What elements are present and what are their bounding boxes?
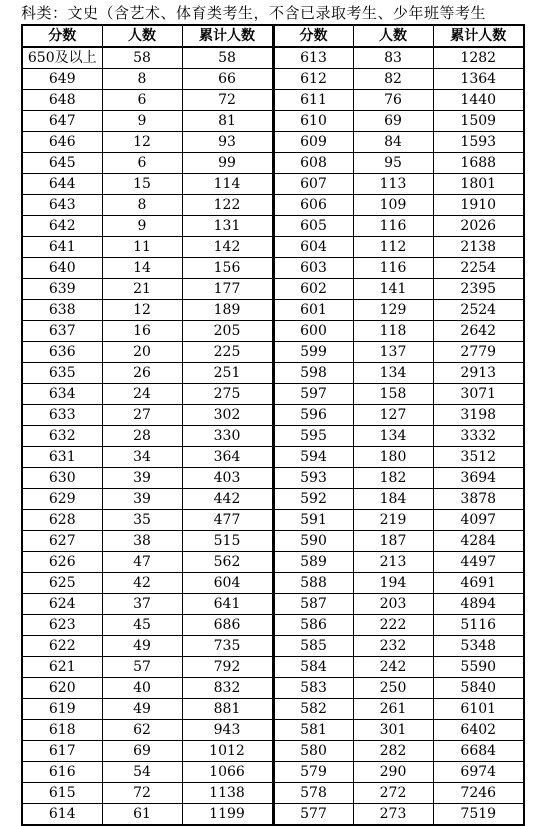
cell-count-right: 83 — [353, 47, 433, 69]
cell-count-left: 8 — [102, 69, 182, 90]
cell-cumulative-right: 1364 — [433, 69, 524, 90]
cell-score-left: 643 — [22, 195, 102, 216]
cell-count-left: 62 — [102, 720, 182, 741]
cell-count-left: 45 — [102, 615, 182, 636]
cell-score-right: 591 — [273, 510, 353, 531]
table-row — [22, 741, 524, 762]
header-cumulative-left: 累计人数 — [182, 25, 273, 47]
cell-count-right: 203 — [353, 594, 433, 615]
table-row — [22, 90, 524, 111]
cell-count-left: 16 — [102, 321, 182, 342]
cell-cumulative-right: 2026 — [433, 216, 524, 237]
cell-score-left: 628 — [22, 510, 102, 531]
cell-count-right: 222 — [353, 615, 433, 636]
cell-count-right: 261 — [353, 699, 433, 720]
cell-count-right: 290 — [353, 762, 433, 783]
header-count-left: 人数 — [102, 25, 182, 47]
cell-score-right: 610 — [273, 111, 353, 132]
table-row — [22, 657, 524, 678]
cell-score-right: 592 — [273, 489, 353, 510]
cell-cumulative-left: 403 — [182, 468, 273, 489]
cell-count-left: 27 — [102, 405, 182, 426]
cell-cumulative-left: 686 — [182, 615, 273, 636]
cell-score-left: 626 — [22, 552, 102, 573]
cell-count-right: 194 — [353, 573, 433, 594]
cell-cumulative-left: 1138 — [182, 783, 273, 804]
cell-count-left: 42 — [102, 573, 182, 594]
table-row — [22, 699, 524, 720]
cell-score-right: 582 — [273, 699, 353, 720]
cell-count-right: 134 — [353, 426, 433, 447]
header-score-left: 分数 — [22, 25, 102, 47]
cell-score-right: 599 — [273, 342, 353, 363]
cell-cumulative-right: 1593 — [433, 132, 524, 153]
cell-count-left: 35 — [102, 510, 182, 531]
cell-score-right: 583 — [273, 678, 353, 699]
cell-score-left: 642 — [22, 216, 102, 237]
cell-score-right: 597 — [273, 384, 353, 405]
cell-score-left: 627 — [22, 531, 102, 552]
cell-count-left: 8 — [102, 195, 182, 216]
cell-cumulative-right: 5348 — [433, 636, 524, 657]
cell-cumulative-left: 330 — [182, 426, 273, 447]
cell-cumulative-right: 4097 — [433, 510, 524, 531]
cell-score-left: 632 — [22, 426, 102, 447]
cell-cumulative-right: 3694 — [433, 468, 524, 489]
cell-count-right: 242 — [353, 657, 433, 678]
table-row — [22, 510, 524, 531]
cell-cumulative-left: 515 — [182, 531, 273, 552]
cell-cumulative-left: 114 — [182, 174, 273, 195]
cell-count-right: 129 — [353, 300, 433, 321]
cell-cumulative-left: 93 — [182, 132, 273, 153]
table-row — [22, 237, 524, 258]
cell-score-left: 631 — [22, 447, 102, 468]
cell-score-left: 633 — [22, 405, 102, 426]
cell-cumulative-right: 4691 — [433, 573, 524, 594]
cell-score-left: 650及以上 — [22, 47, 102, 69]
cell-cumulative-left: 122 — [182, 195, 273, 216]
cell-cumulative-right: 3071 — [433, 384, 524, 405]
table-row — [22, 762, 524, 783]
cell-score-left: 620 — [22, 678, 102, 699]
cell-count-left: 61 — [102, 804, 182, 826]
cell-cumulative-left: 58 — [182, 47, 273, 69]
cell-count-right: 112 — [353, 237, 433, 258]
cell-cumulative-left: 442 — [182, 489, 273, 510]
cell-score-right: 584 — [273, 657, 353, 678]
cell-cumulative-right: 2642 — [433, 321, 524, 342]
cell-cumulative-left: 735 — [182, 636, 273, 657]
cell-cumulative-left: 881 — [182, 699, 273, 720]
cell-cumulative-left: 251 — [182, 363, 273, 384]
cell-cumulative-right: 1509 — [433, 111, 524, 132]
cell-score-left: 619 — [22, 699, 102, 720]
cell-count-left: 57 — [102, 657, 182, 678]
cell-count-left: 34 — [102, 447, 182, 468]
cell-cumulative-left: 205 — [182, 321, 273, 342]
cell-score-left: 625 — [22, 573, 102, 594]
cell-count-left: 21 — [102, 279, 182, 300]
cell-count-left: 49 — [102, 636, 182, 657]
cell-count-left: 69 — [102, 741, 182, 762]
cell-cumulative-right: 1688 — [433, 153, 524, 174]
header-count-right: 人数 — [353, 25, 433, 47]
cell-score-right: 603 — [273, 258, 353, 279]
cell-score-left: 629 — [22, 489, 102, 510]
cell-count-right: 213 — [353, 552, 433, 573]
cell-score-right: 602 — [273, 279, 353, 300]
cell-count-left: 37 — [102, 594, 182, 615]
cell-cumulative-right: 4894 — [433, 594, 524, 615]
cell-score-right: 607 — [273, 174, 353, 195]
cell-count-right: 282 — [353, 741, 433, 762]
cell-count-left: 72 — [102, 783, 182, 804]
cell-count-left: 47 — [102, 552, 182, 573]
cell-cumulative-right: 5840 — [433, 678, 524, 699]
cell-score-left: 618 — [22, 720, 102, 741]
cell-score-left: 624 — [22, 594, 102, 615]
table-row — [22, 363, 524, 384]
cell-score-right: 579 — [273, 762, 353, 783]
table-row — [22, 720, 524, 741]
cell-score-right: 601 — [273, 300, 353, 321]
cell-score-left: 641 — [22, 237, 102, 258]
cell-count-right: 134 — [353, 363, 433, 384]
cell-cumulative-left: 275 — [182, 384, 273, 405]
cell-score-right: 588 — [273, 573, 353, 594]
cell-score-left: 622 — [22, 636, 102, 657]
cell-count-left: 12 — [102, 132, 182, 153]
cell-score-right: 587 — [273, 594, 353, 615]
cell-count-left: 40 — [102, 678, 182, 699]
cell-score-right: 578 — [273, 783, 353, 804]
cell-cumulative-left: 81 — [182, 111, 273, 132]
cell-score-left: 617 — [22, 741, 102, 762]
cell-cumulative-right: 5590 — [433, 657, 524, 678]
cell-score-right: 593 — [273, 468, 353, 489]
cell-count-right: 113 — [353, 174, 433, 195]
cell-count-left: 28 — [102, 426, 182, 447]
cell-count-right: 272 — [353, 783, 433, 804]
cell-score-left: 616 — [22, 762, 102, 783]
cell-cumulative-left: 1012 — [182, 741, 273, 762]
cell-score-right: 589 — [273, 552, 353, 573]
cell-score-right: 609 — [273, 132, 353, 153]
cell-cumulative-right: 1440 — [433, 90, 524, 111]
cell-count-left: 11 — [102, 237, 182, 258]
table-caption: 科类：文史（含艺术、体育类考生，不含已录取考生、少年班等考生 — [21, 4, 487, 22]
cell-count-right: 109 — [353, 195, 433, 216]
cell-cumulative-left: 177 — [182, 279, 273, 300]
header-cumulative-right: 累计人数 — [433, 25, 524, 47]
cell-score-right: 581 — [273, 720, 353, 741]
table-row — [22, 342, 524, 363]
cell-score-left: 635 — [22, 363, 102, 384]
header-score-right: 分数 — [273, 25, 353, 47]
cell-cumulative-left: 99 — [182, 153, 273, 174]
table-row — [22, 405, 524, 426]
cell-cumulative-left: 72 — [182, 90, 273, 111]
cell-cumulative-left: 189 — [182, 300, 273, 321]
cell-cumulative-left: 604 — [182, 573, 273, 594]
cell-cumulative-left: 641 — [182, 594, 273, 615]
cell-score-right: 604 — [273, 237, 353, 258]
cell-count-right: 180 — [353, 447, 433, 468]
cell-score-right: 613 — [273, 47, 353, 69]
cell-cumulative-left: 1199 — [182, 804, 273, 826]
cell-cumulative-right: 6974 — [433, 762, 524, 783]
cell-cumulative-right: 4284 — [433, 531, 524, 552]
cell-cumulative-right: 2913 — [433, 363, 524, 384]
cell-score-right: 606 — [273, 195, 353, 216]
cell-count-right: 95 — [353, 153, 433, 174]
cell-cumulative-right: 7519 — [433, 804, 524, 826]
cell-count-left: 15 — [102, 174, 182, 195]
cell-count-right: 232 — [353, 636, 433, 657]
table-row — [22, 636, 524, 657]
cell-score-left: 649 — [22, 69, 102, 90]
cell-cumulative-right: 2395 — [433, 279, 524, 300]
cell-score-left: 648 — [22, 90, 102, 111]
cell-count-left: 38 — [102, 531, 182, 552]
cell-score-left: 640 — [22, 258, 102, 279]
cell-count-left: 14 — [102, 258, 182, 279]
cell-count-right: 127 — [353, 405, 433, 426]
table-row — [22, 132, 524, 153]
table-row — [22, 69, 524, 90]
table-row — [22, 468, 524, 489]
cell-score-left: 638 — [22, 300, 102, 321]
cell-cumulative-right: 1282 — [433, 47, 524, 69]
cell-cumulative-right: 3332 — [433, 426, 524, 447]
table-row — [22, 47, 524, 69]
cell-score-left: 614 — [22, 804, 102, 826]
cell-score-right: 585 — [273, 636, 353, 657]
cell-cumulative-right: 7246 — [433, 783, 524, 804]
cell-count-left: 9 — [102, 216, 182, 237]
cell-count-right: 84 — [353, 132, 433, 153]
cell-cumulative-right: 2138 — [433, 237, 524, 258]
cell-score-left: 621 — [22, 657, 102, 678]
cell-score-left: 615 — [22, 783, 102, 804]
cell-count-right: 184 — [353, 489, 433, 510]
table-row — [22, 300, 524, 321]
cell-count-right: 69 — [353, 111, 433, 132]
cell-score-right: 577 — [273, 804, 353, 826]
cell-score-left: 645 — [22, 153, 102, 174]
cell-cumulative-left: 142 — [182, 237, 273, 258]
cell-count-left: 26 — [102, 363, 182, 384]
cell-count-left: 39 — [102, 489, 182, 510]
table-body — [22, 47, 524, 825]
table-row — [22, 216, 524, 237]
cell-count-right: 82 — [353, 69, 433, 90]
cell-cumulative-left: 1066 — [182, 762, 273, 783]
cell-cumulative-left: 364 — [182, 447, 273, 468]
table-row — [22, 279, 524, 300]
cell-score-left: 646 — [22, 132, 102, 153]
cell-count-left: 24 — [102, 384, 182, 405]
cell-score-right: 580 — [273, 741, 353, 762]
score-distribution-table-container — [21, 24, 523, 822]
cell-count-right: 301 — [353, 720, 433, 741]
table-row — [22, 153, 524, 174]
cell-cumulative-right: 3198 — [433, 405, 524, 426]
cell-count-right: 76 — [353, 90, 433, 111]
cell-count-right: 250 — [353, 678, 433, 699]
cell-cumulative-left: 943 — [182, 720, 273, 741]
cell-count-right: 182 — [353, 468, 433, 489]
cell-score-right: 611 — [273, 90, 353, 111]
cell-score-right: 594 — [273, 447, 353, 468]
cell-count-right: 187 — [353, 531, 433, 552]
table-row — [22, 195, 524, 216]
table-row — [22, 321, 524, 342]
cell-count-right: 273 — [353, 804, 433, 826]
cell-score-right: 612 — [273, 69, 353, 90]
cell-score-right: 586 — [273, 615, 353, 636]
cell-score-left: 636 — [22, 342, 102, 363]
table-row — [22, 594, 524, 615]
table-header-row — [22, 25, 524, 47]
cell-cumulative-right: 6101 — [433, 699, 524, 720]
table-row — [22, 111, 524, 132]
cell-score-left: 634 — [22, 384, 102, 405]
cell-cumulative-left: 131 — [182, 216, 273, 237]
cell-count-left: 49 — [102, 699, 182, 720]
cell-cumulative-left: 302 — [182, 405, 273, 426]
cell-count-left: 12 — [102, 300, 182, 321]
cell-count-left: 20 — [102, 342, 182, 363]
table-row — [22, 384, 524, 405]
cell-score-right: 596 — [273, 405, 353, 426]
table-row — [22, 489, 524, 510]
cell-count-right: 137 — [353, 342, 433, 363]
cell-score-left: 630 — [22, 468, 102, 489]
cell-score-right: 608 — [273, 153, 353, 174]
cell-cumulative-right: 2524 — [433, 300, 524, 321]
cell-count-left: 54 — [102, 762, 182, 783]
cell-cumulative-left: 477 — [182, 510, 273, 531]
cell-cumulative-right: 2254 — [433, 258, 524, 279]
table-row — [22, 615, 524, 636]
cell-count-right: 141 — [353, 279, 433, 300]
table-row — [22, 678, 524, 699]
cell-count-left: 58 — [102, 47, 182, 69]
cell-score-right: 605 — [273, 216, 353, 237]
cell-cumulative-right: 6684 — [433, 741, 524, 762]
cell-cumulative-right: 2779 — [433, 342, 524, 363]
cell-score-left: 637 — [22, 321, 102, 342]
cell-cumulative-left: 66 — [182, 69, 273, 90]
cell-score-right: 598 — [273, 363, 353, 384]
table-row — [22, 426, 524, 447]
cell-count-right: 158 — [353, 384, 433, 405]
cell-score-right: 590 — [273, 531, 353, 552]
score-distribution-table — [21, 24, 525, 826]
table-row — [22, 804, 524, 826]
cell-cumulative-right: 1910 — [433, 195, 524, 216]
cell-cumulative-left: 562 — [182, 552, 273, 573]
cell-cumulative-left: 792 — [182, 657, 273, 678]
cell-cumulative-left: 156 — [182, 258, 273, 279]
table-row — [22, 447, 524, 468]
cell-cumulative-left: 225 — [182, 342, 273, 363]
cell-score-right: 595 — [273, 426, 353, 447]
table-row — [22, 174, 524, 195]
table-row — [22, 531, 524, 552]
cell-count-right: 219 — [353, 510, 433, 531]
cell-count-right: 116 — [353, 216, 433, 237]
table-row — [22, 258, 524, 279]
cell-cumulative-right: 4497 — [433, 552, 524, 573]
cell-cumulative-right: 1801 — [433, 174, 524, 195]
cell-count-right: 116 — [353, 258, 433, 279]
cell-cumulative-right: 3878 — [433, 489, 524, 510]
cell-count-left: 9 — [102, 111, 182, 132]
cell-count-right: 118 — [353, 321, 433, 342]
cell-score-left: 623 — [22, 615, 102, 636]
cell-score-left: 639 — [22, 279, 102, 300]
cell-score-left: 644 — [22, 174, 102, 195]
cell-cumulative-right: 3512 — [433, 447, 524, 468]
cell-score-left: 647 — [22, 111, 102, 132]
table-row — [22, 552, 524, 573]
table-row — [22, 573, 524, 594]
cell-cumulative-right: 6402 — [433, 720, 524, 741]
cell-score-right: 600 — [273, 321, 353, 342]
table-row — [22, 783, 524, 804]
cell-count-left: 39 — [102, 468, 182, 489]
cell-count-left: 6 — [102, 153, 182, 174]
cell-count-left: 6 — [102, 90, 182, 111]
cell-cumulative-right: 5116 — [433, 615, 524, 636]
cell-cumulative-left: 832 — [182, 678, 273, 699]
